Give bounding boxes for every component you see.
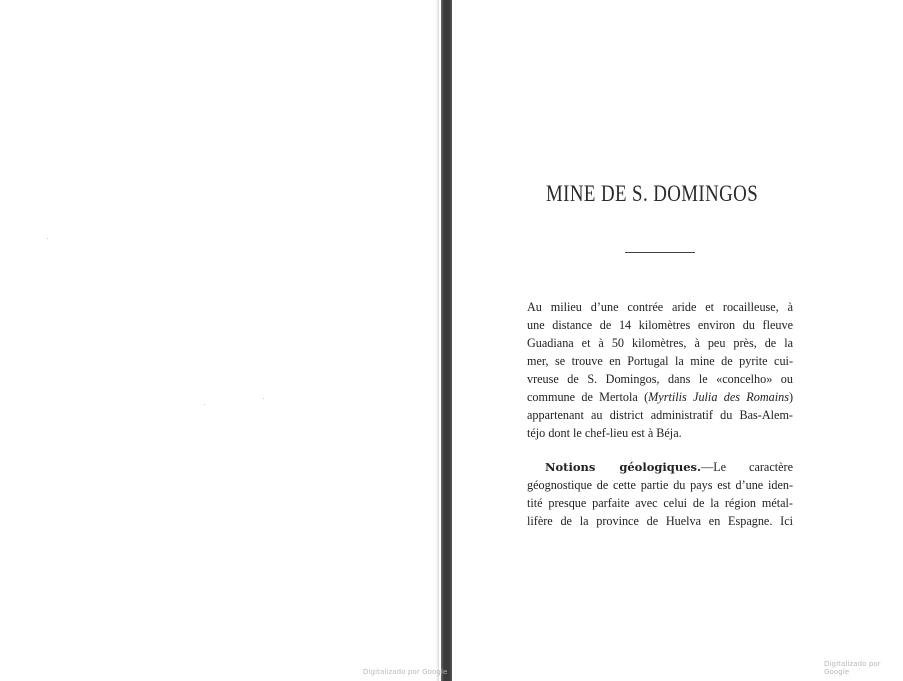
text-line: tité presque parfaite avec celui de la région métal- xyxy=(527,496,793,510)
page-edge xyxy=(436,0,439,681)
text-line: lifère de la province de Huelva en Espagne. Ici xyxy=(527,514,793,528)
text-line: Au milieu d’une contrée aride et rocailleuse, à xyxy=(527,300,793,314)
paper-speck xyxy=(263,398,264,399)
text-line: géognostique de cette partie du pays est d’une iden- xyxy=(527,478,793,492)
right-watermark: Digitalizado por Google xyxy=(824,660,881,676)
paragraph-intro xyxy=(527,298,793,442)
text-segment: ) xyxy=(788,390,793,404)
page-title: MINE DE S. DOMINGOS xyxy=(546,181,759,206)
text-segment: —Le caractère xyxy=(701,460,793,474)
book-spine xyxy=(441,0,452,681)
text-line: vreuse de S. Domingos, dans le «concelho» ou xyxy=(527,372,793,386)
italic-segment: Myrtilis Julia des Romains xyxy=(648,390,789,404)
paper-speck xyxy=(47,238,48,239)
text-line-mixed xyxy=(527,388,793,406)
left-watermark: Digitalizado por Google xyxy=(363,668,448,676)
text-line-heading xyxy=(527,458,793,476)
text-line: mer, se trouve en Portugal la mine de pyrite cui- xyxy=(527,354,793,368)
text-line: Guadiana et à 50 kilomètres, à peu près, de la xyxy=(527,336,793,350)
paragraph-geology xyxy=(527,458,793,530)
section-heading: Notions géologiques. xyxy=(545,460,701,474)
text-line: appartenant au district administratif du Bas-Alem- xyxy=(527,408,793,422)
paper-speck xyxy=(204,404,205,405)
title-rule xyxy=(625,252,695,253)
text-segment: commune de Mertola ( xyxy=(527,390,649,404)
text-line: une distance de 14 kilomètres environ du fleuve xyxy=(527,318,793,332)
text-line: téjo dont le chef-lieu est à Béja. xyxy=(527,426,682,440)
left-page xyxy=(0,0,441,681)
